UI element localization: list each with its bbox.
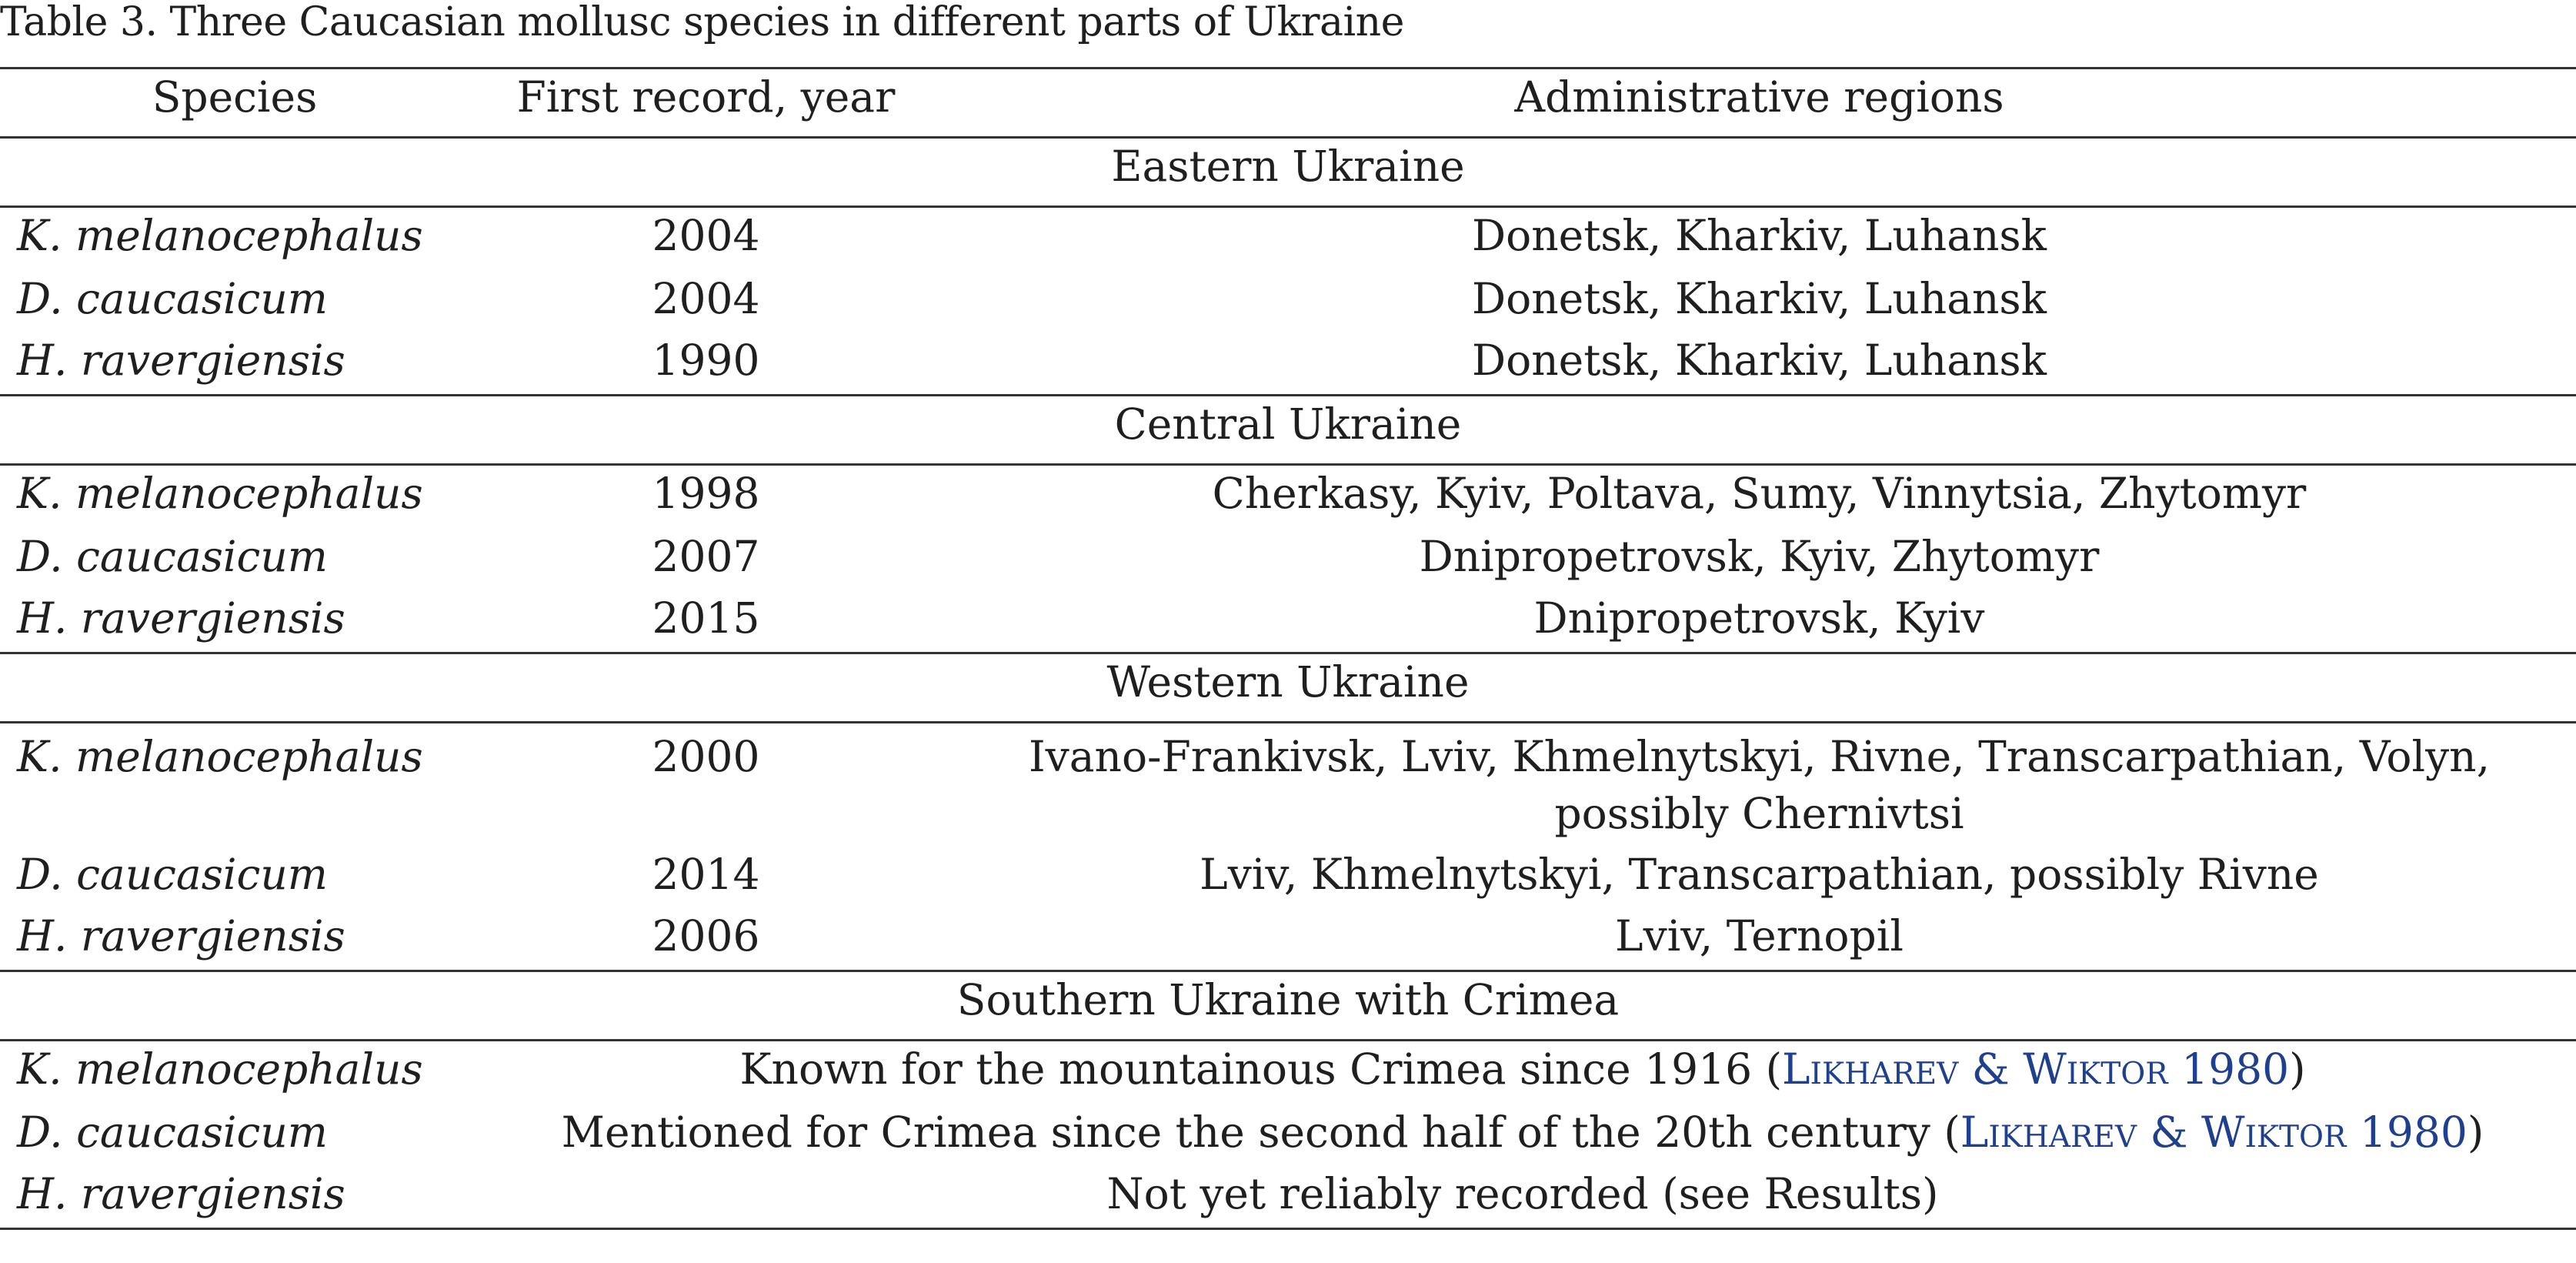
table-caption: Table 3. Three Caucasian mollusc species in different parts of Ukraine (0, 0, 1404, 45)
year-cell: 2000 (652, 732, 760, 781)
regions-cell: Cherkasy, Kyiv, Poltava, Sumy, Vinnytsia, Zhytomyr (1212, 469, 2307, 518)
year-cell: 1990 (652, 336, 760, 385)
note-text: Known for the mountainous Crimea since 1916 ( (739, 1044, 1783, 1094)
species-cell: D. caucasicum (17, 274, 328, 323)
section-row (0, 396, 2576, 465)
section-title-central: Central Ukraine (1114, 399, 1462, 449)
table-row (0, 847, 2576, 908)
regions-cell: Donetsk, Kharkiv, Luhansk (1472, 336, 2047, 385)
species-cell: H. ravergiensis (17, 1169, 345, 1218)
species-cell: D. caucasicum (17, 532, 328, 581)
species-cell: H. ravergiensis (17, 593, 345, 643)
year-cell: 2006 (652, 911, 760, 961)
year-cell: 2004 (652, 211, 760, 260)
species-cell: K. melanocephalus (17, 1044, 423, 1094)
species-cell: K. melanocephalus (17, 211, 423, 260)
note-text: Mentioned for Crimea since the second half of the 20th century ( (561, 1108, 1960, 1157)
species-cell: K. melanocephalus (17, 469, 423, 518)
note-close: ) (2467, 1108, 2484, 1157)
section-row (0, 138, 2576, 207)
table-row (0, 1166, 2576, 1229)
table-row (0, 465, 2576, 530)
header-year: First record, year (516, 72, 896, 122)
section-title-southern: Southern Ukraine with Crimea (956, 975, 1620, 1024)
year-cell: 2014 (652, 850, 760, 899)
species-cell: K. melanocephalus (17, 732, 423, 781)
table-row (0, 908, 2576, 971)
table-row (0, 1104, 2576, 1166)
note-close: ) (2289, 1044, 2306, 1094)
header-species: Species (152, 72, 318, 122)
section-row (0, 971, 2576, 1041)
table-row (0, 529, 2576, 590)
species-cell: H. ravergiensis (17, 336, 345, 385)
regions-cell: Lviv, Ternopil (1615, 911, 1904, 961)
year-cell: 2015 (652, 593, 760, 643)
note-cell (469, 1041, 2576, 1105)
table-row (0, 271, 2576, 332)
species-table (0, 67, 2576, 1230)
table-row (0, 207, 2576, 272)
species-cell: H. ravergiensis (17, 911, 345, 961)
year-cell: 2007 (652, 532, 760, 581)
regions-cell: Donetsk, Kharkiv, Luhansk (1472, 211, 2047, 260)
table-row (0, 1041, 2576, 1105)
table-row (0, 332, 2576, 396)
regions-line-2: possibly Chernivtsi (1554, 789, 1964, 838)
year-cell: 1998 (652, 469, 760, 518)
year-cell: 2004 (652, 274, 760, 323)
note-cell: Not yet reliably recorded (see Results) (1106, 1169, 1939, 1218)
section-row (0, 653, 2576, 723)
section-title-eastern: Eastern Ukraine (1111, 142, 1465, 191)
regions-cell: Dnipropetrovsk, Kyiv, Zhytomyr (1419, 532, 2100, 581)
table-row (0, 723, 2576, 847)
regions-cell: Donetsk, Kharkiv, Luhansk (1472, 274, 2047, 323)
regions-cell: Lviv, Khmelnytskyi, Transcarpathian, possibly Rivne (1200, 850, 2319, 899)
header-row (0, 68, 2576, 138)
species-cell: D. caucasicum (17, 850, 328, 899)
regions-line-1: Ivano-Frankivsk, Lviv, Khmelnytskyi, Rivne, Transcarpathian, Volyn, (1028, 732, 2491, 781)
species-cell: D. caucasicum (17, 1108, 328, 1157)
reference-link[interactable]: Likharev & Wiktor 1980 (1960, 1108, 2468, 1157)
table-row (0, 590, 2576, 653)
reference-link[interactable]: Likharev & Wiktor 1980 (1782, 1044, 2290, 1094)
note-cell (469, 1104, 2576, 1166)
header-regions: Administrative regions (1514, 72, 2004, 122)
regions-cell (943, 723, 2576, 847)
regions-cell: Dnipropetrovsk, Kyiv (1533, 593, 1985, 643)
section-title-western: Western Ukraine (1106, 657, 1470, 707)
